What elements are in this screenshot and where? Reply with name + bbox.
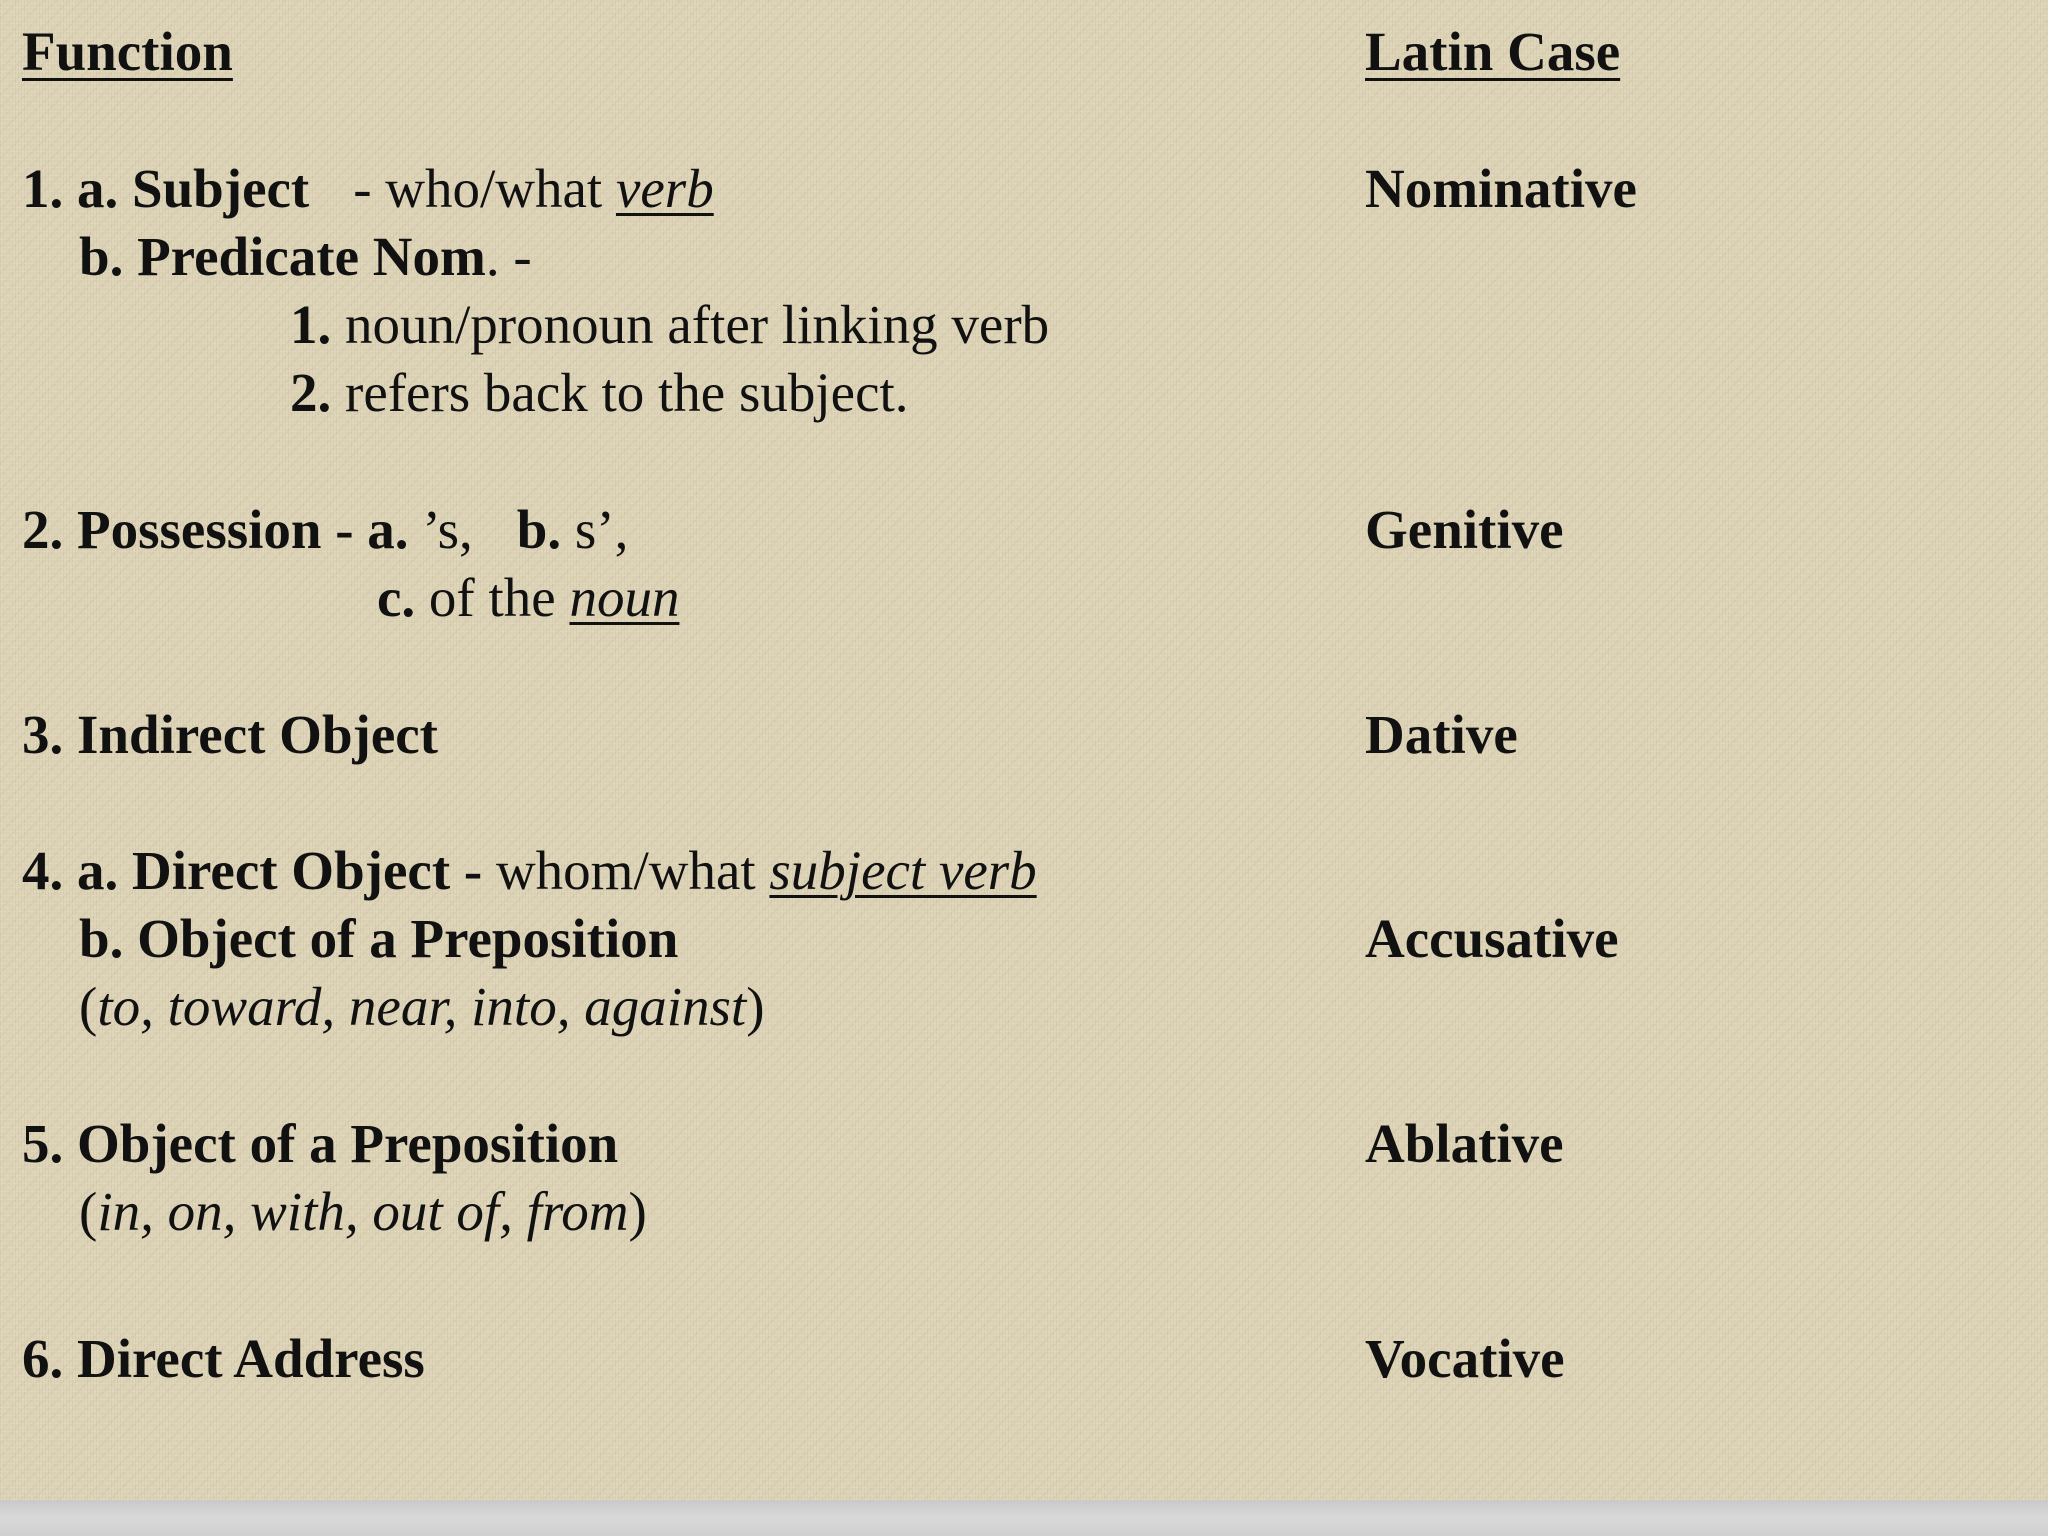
direct-object-term: subject verb — [769, 840, 1037, 901]
point-1-number: 1. — [290, 294, 332, 355]
direct-address-label: 6. Direct Address — [22, 1328, 425, 1389]
case-dative: Dative — [1365, 704, 1518, 765]
predicate-nom-point-2 — [290, 360, 909, 426]
abl-prep-close-paren: ) — [628, 1181, 647, 1242]
acc-prep-open-paren: ( — [79, 976, 98, 1037]
object-of-preposition-abl-label: 5. Object of a Preposition — [22, 1113, 619, 1174]
abl-prep-list: in, on, with, out of, from — [97, 1181, 629, 1242]
accusative-prepositions — [79, 974, 765, 1040]
possession-option-c-text: of the — [415, 567, 570, 628]
subject-verb-term: verb — [615, 158, 714, 219]
object-of-preposition-acc-label: b. Object of a Preposition — [79, 908, 679, 969]
indirect-object-label: 3. Indirect Object — [22, 704, 438, 765]
acc-prep-list: to, toward, near, into, against — [97, 976, 747, 1037]
row-possession — [22, 497, 628, 563]
point-1-text: noun/pronoun after linking verb — [331, 294, 1050, 355]
predicate-nom-label: b. Predicate Nom — [79, 226, 486, 287]
possession-option-b: s’, — [561, 499, 629, 560]
point-2-number: 2. — [290, 362, 332, 423]
point-2-text: refers back to the subject. — [331, 362, 909, 423]
direct-object-label: 4. a. Direct Object - — [22, 840, 483, 901]
subject-definition: - who/what — [353, 158, 616, 219]
function-column-header: Function — [22, 21, 233, 82]
possession-option-a: ’s, — [408, 499, 473, 560]
case-vocative: Vocative — [1365, 1328, 1565, 1389]
case-accusative: Accusative — [1365, 908, 1619, 969]
acc-prep-close-paren: ) — [746, 976, 765, 1037]
possession-noun-term: noun — [569, 567, 680, 628]
case-nominative: Nominative — [1365, 158, 1637, 219]
predicate-nom-point-1 — [290, 292, 1049, 358]
abl-prep-open-paren: ( — [79, 1181, 98, 1242]
direct-object-definition: whom/what — [482, 840, 770, 901]
latin-case-column-header: Latin Case — [1365, 21, 1621, 82]
slide-bottom-band — [0, 1500, 2048, 1536]
row-subject — [22, 156, 714, 222]
subject-label: 1. a. Subject — [22, 158, 310, 219]
case-genitive: Genitive — [1365, 499, 1564, 560]
possession-label: 2. Possession - a. — [22, 499, 409, 560]
possession-option-c-line — [377, 565, 679, 631]
possession-option-b-label: b. — [516, 499, 562, 560]
predicate-nom-dash: . - — [485, 226, 532, 287]
case-ablative: Ablative — [1365, 1113, 1564, 1174]
row-predicate-nom — [79, 224, 532, 290]
ablative-prepositions — [79, 1179, 647, 1245]
row-direct-object — [22, 838, 1037, 904]
possession-option-c-label: c. — [377, 567, 416, 628]
